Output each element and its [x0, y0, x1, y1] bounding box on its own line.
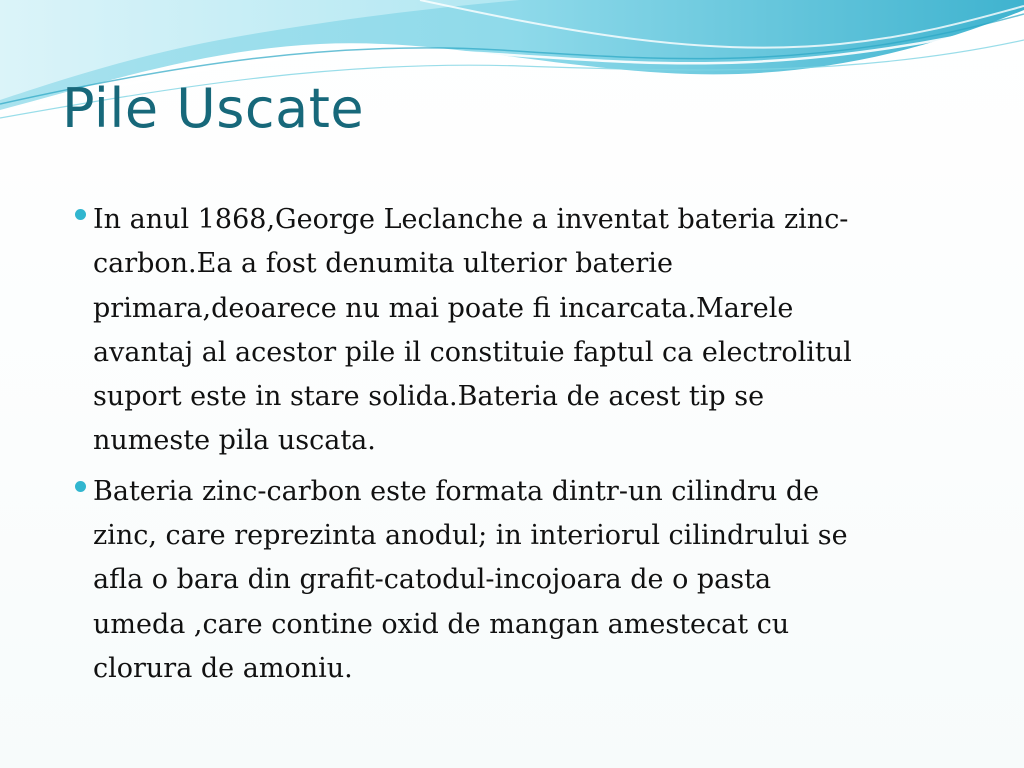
bullet-2-line-3: afla o bara din grafit-catodul-incojoara de o pasta: [93, 564, 772, 596]
bullet-list: [74, 198, 974, 697]
bullet-1-line-6: numeste pila uscata.: [93, 425, 376, 457]
bullet-2-line-5: clorura de amoniu.: [93, 652, 353, 684]
bullet-2-line-4: umeda ,care contine oxid de mangan amestecat cu: [93, 608, 790, 640]
bullet-item-2: [74, 470, 974, 691]
bullet-item-1: [74, 198, 974, 464]
bullet-1-line-5: suport este in stare solida.Bateria de acest tip se: [93, 381, 765, 413]
bullet-1-line-3: primara,deoarece nu mai poate fi incarcata.Marele: [93, 292, 794, 324]
slide-title: Pile Uscate: [62, 77, 365, 140]
bullet-2-line-2: zinc, care reprezinta anodul; in interiorul cilindrului se: [93, 520, 848, 552]
bullet-dot-icon: [75, 481, 86, 492]
bullet-dot-icon: [75, 209, 86, 220]
bullet-1-line-4: avantaj al acestor pile il constituie faptul ca electrolitul: [93, 336, 852, 368]
bullet-1-line-1: In anul 1868,George Leclanche a inventat bateria zinc-: [93, 204, 849, 235]
bullet-2-line-1: Bateria zinc-carbon este formata dintr-un cilindru de: [93, 475, 820, 507]
bullet-1-line-2: carbon.Ea a fost denumita ulterior baterie: [93, 248, 673, 280]
